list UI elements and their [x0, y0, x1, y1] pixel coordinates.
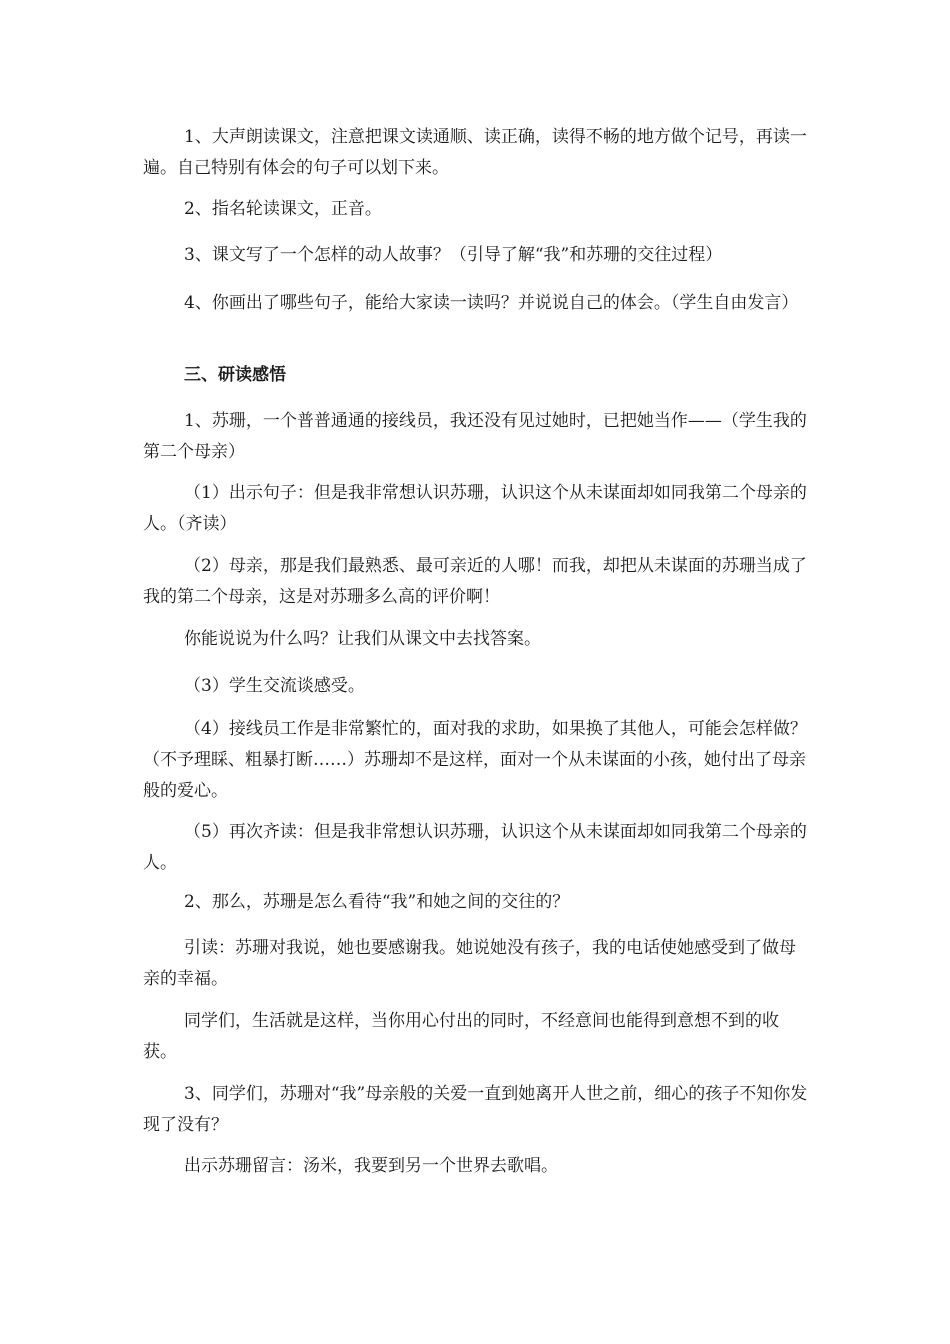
paragraph-life-lesson: 同学们，生活就是这样，当你用心付出的同时，不经意间也能得到意想不到的收获。 [143, 1011, 779, 1062]
paragraph-read-aloud: 1、大声朗读课文，注意把课文读通顺、读正确，读得不畅的地方做个记号，再读一遍。自己特别有体会的句子可以划下来。 [143, 127, 807, 178]
paragraph-guided-reading: 引读：苏珊对我说，她也要感谢我。她说她没有孩子，我的电话使她感受到了做母亲的幸福。 [143, 938, 796, 989]
paragraph-share-sentences: 4、你画出了哪些句子，能给大家读一读吗？并说说自己的体会。（学生自由发言） [184, 293, 799, 313]
section-heading: 三、研读感悟 [184, 365, 286, 385]
paragraph-story-question: 3、课文写了一个怎样的动人故事？（引导了解“我”和苏珊的交往过程） [184, 245, 723, 265]
paragraph-notice-question: 3、同学们，苏珊对“我”母亲般的关爱一直到她离开人世之前，细心的孩子不知你发现了没有？ [143, 1084, 808, 1135]
paragraph-mother-familiar: （2）母亲，那是我们最熟悉、最可亲近的人哪！而我，却把从未谋面的苏珊当成了我的第二个母亲，这是对苏珊多么高的评价啊！ [143, 556, 807, 607]
paragraph-take-turns-reading: 2、指名轮读课文，正音。 [184, 199, 382, 219]
paragraph-students-discuss: （3）学生交流谈感受。 [184, 676, 365, 696]
paragraph-susan-message: 出示苏珊留言：汤米，我要到另一个世界去歌唱。 [184, 1156, 558, 1176]
paragraph-operator-busy: （4）接线员工作是非常繁忙的，面对我的求助，如果换了其他人，可能会怎样做？（不予理睬、粗暴打断……）苏珊却不是这样，面对一个从未谋面的小孩，她付出了母亲般的爱心。 [143, 719, 807, 801]
paragraph-why-question: 你能说说为什么吗？让我们从课文中去找答案。 [184, 629, 541, 649]
paragraph-read-again: （5）再次齐读：但是我非常想认识苏珊，认识这个从未谋面却如同我第二个母亲的人。 [143, 822, 807, 873]
paragraph-susan-operator: 1、苏珊，一个普普通通的接线员，我还没有见过她时，已把她当作——（学生我的第二个母亲） [143, 411, 807, 462]
paragraph-show-sentence: （1）出示句子：但是我非常想认识苏珊，认识这个从未谋面却如同我第二个母亲的人。（齐读） [143, 483, 807, 534]
paragraph-how-susan-views: 2、那么，苏珊是怎么看待“我”和她之间的交往的？ [184, 892, 570, 912]
